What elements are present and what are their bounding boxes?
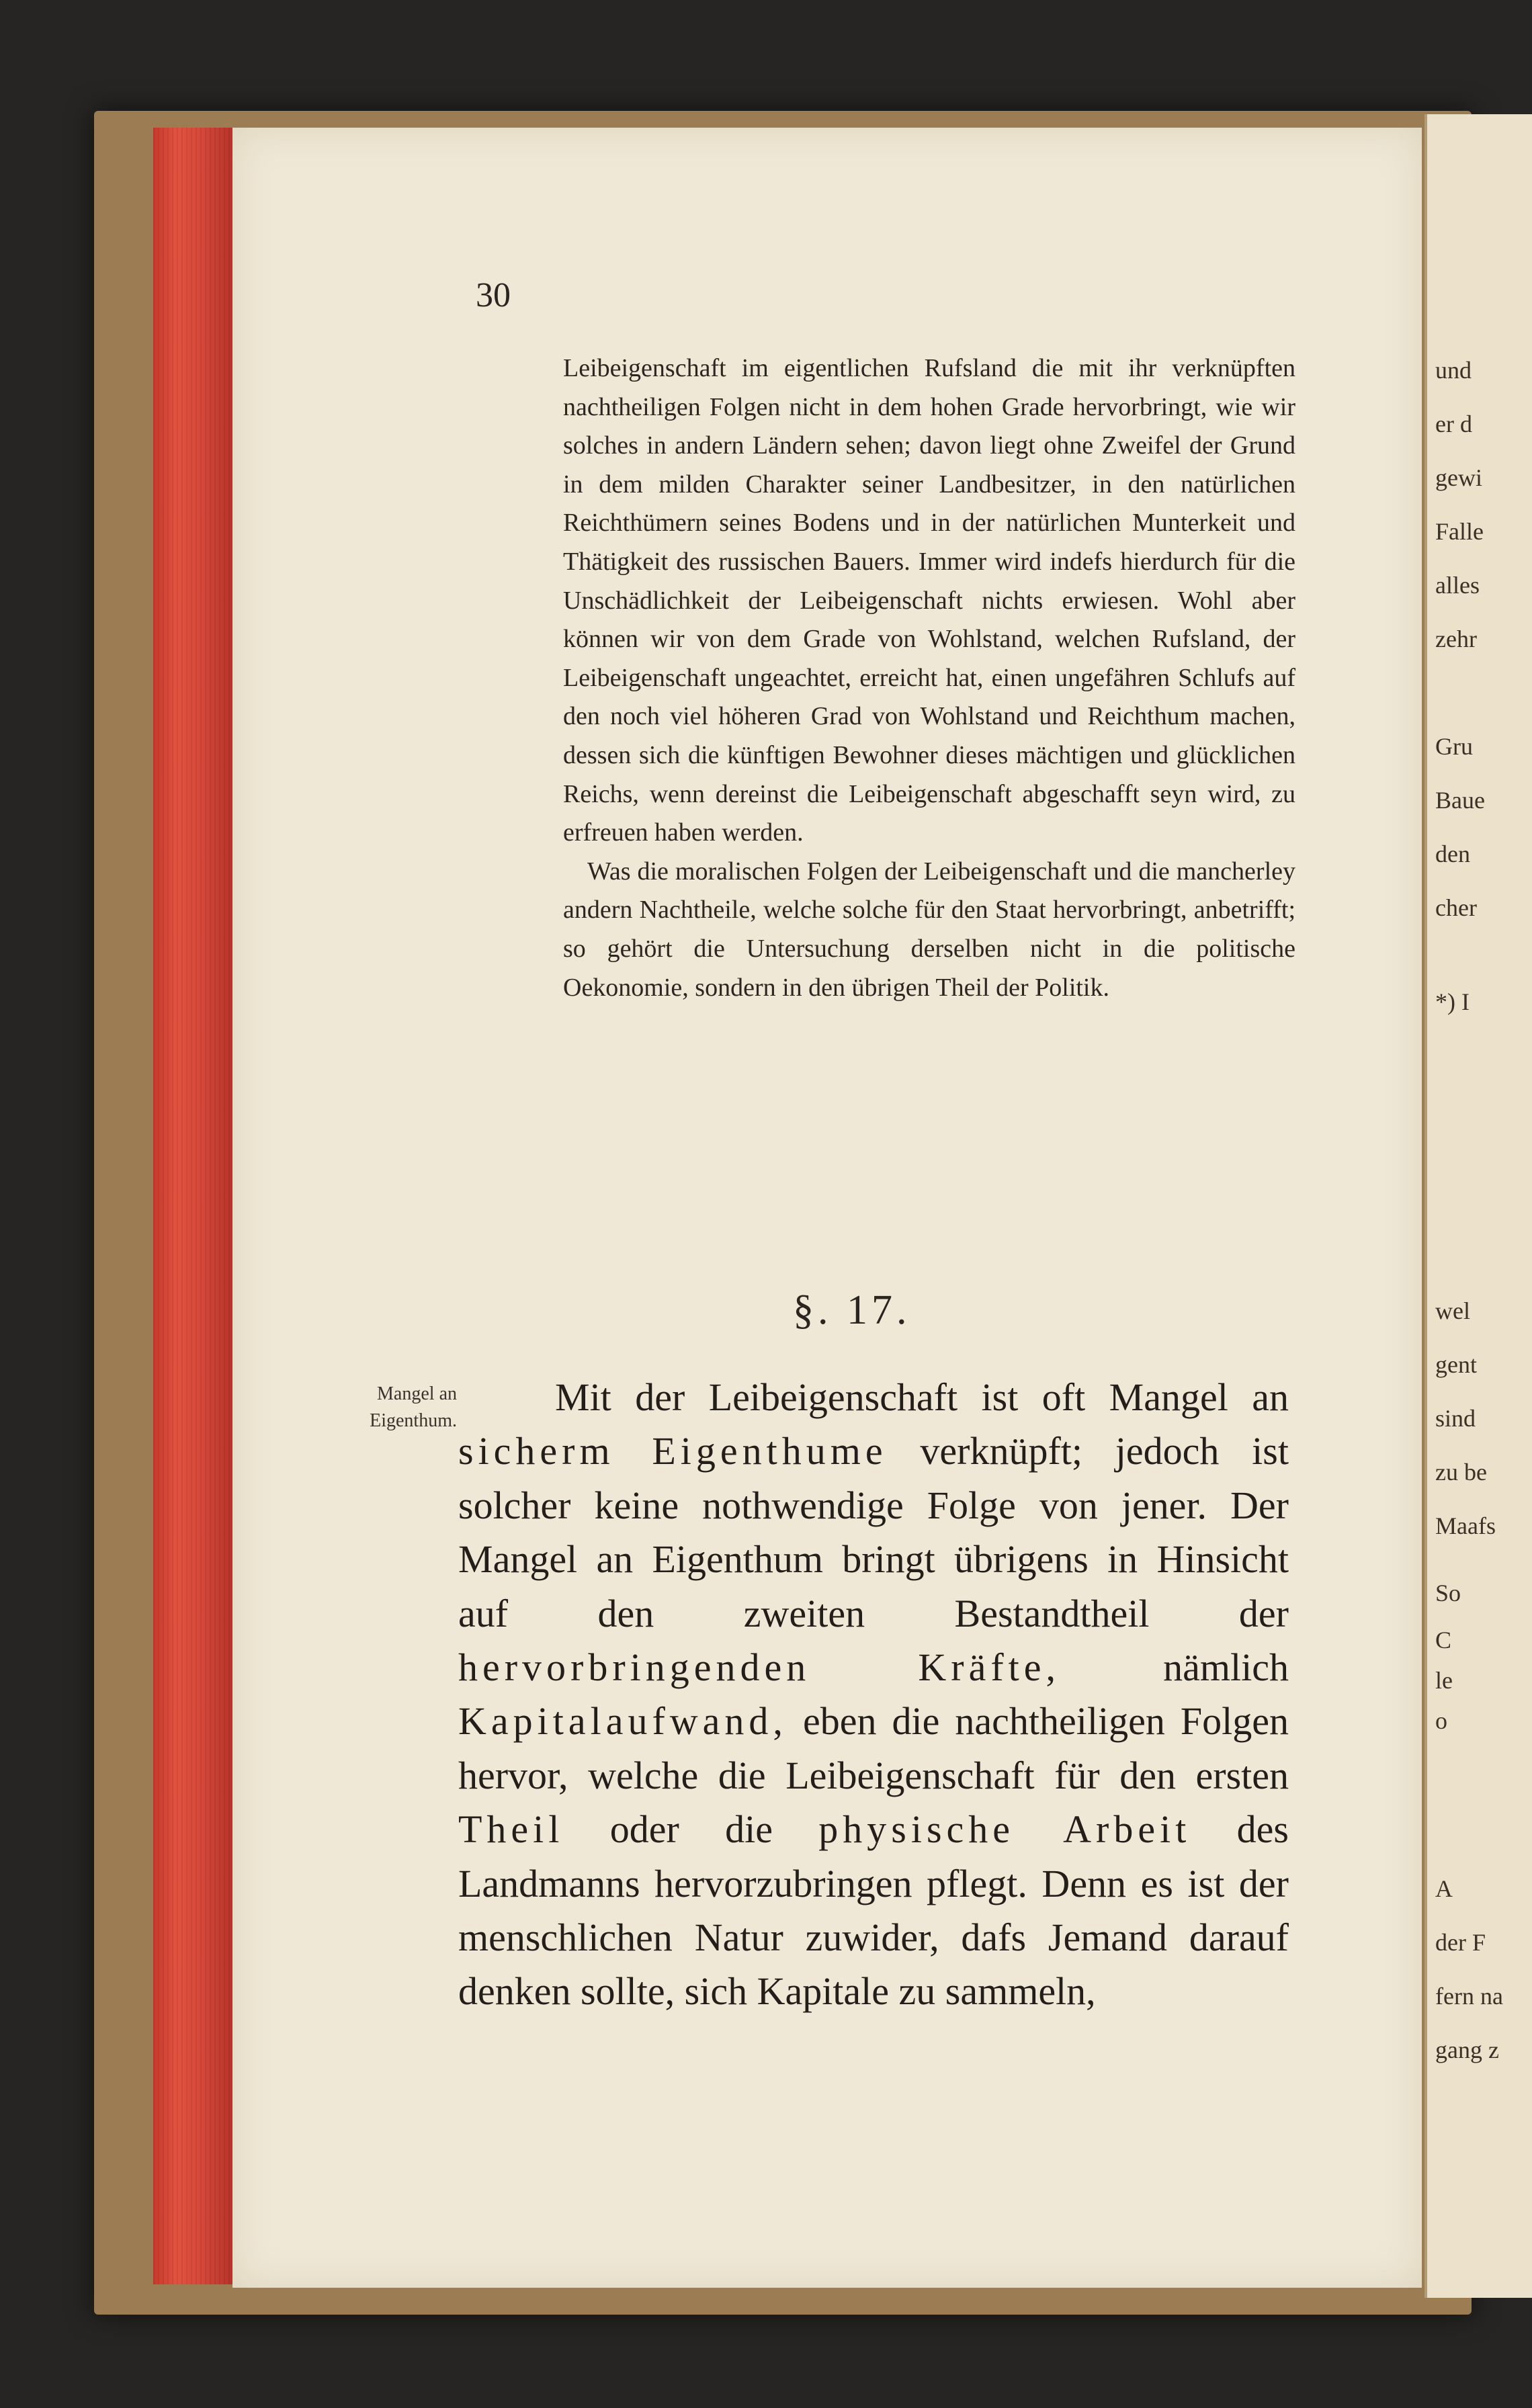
emphasized-text: physische Arbeit: [818, 1807, 1191, 1852]
text-run: oder die: [564, 1807, 819, 1852]
next-page-fragment: zu be: [1435, 1459, 1487, 1486]
text-run: verknüpft; jedoch ist solcher keine nothwendige Folge von jener. Der Mangel an Eigenthum bringt übrigens in Hinsicht auf den zweiten Bestandtheil der: [458, 1429, 1289, 1635]
next-page-fragment: gewi: [1435, 464, 1482, 491]
next-page-fragment: sind: [1435, 1405, 1476, 1432]
text-run: eben die nachtheiligen Folgen hervor, welche die Leibeigenschaft für den ersten: [458, 1699, 1289, 1797]
red-page-edge: [153, 128, 232, 2284]
next-page-fragment: Baue: [1435, 787, 1485, 814]
paragraph: Was die moralischen Folgen der Leibeigenschaft und die mancherley andern Nachtheile, welche solche für den Staat hervorbringt, anbetrifft; so gehört die Untersuchung derselben nicht in die politische Oekonomie, sondern in den übrigen Theil der Politik.: [563, 857, 1295, 1002]
next-page-fragment: Falle: [1435, 518, 1484, 545]
text-block-upper: [563, 349, 1295, 1007]
next-page-fragment: Maafs: [1435, 1512, 1496, 1539]
next-page-fragment: und: [1435, 357, 1472, 384]
next-page-fragment: *) I: [1435, 988, 1470, 1015]
next-page-fragment: wel: [1435, 1297, 1470, 1324]
emphasized-text: Theil: [458, 1807, 564, 1852]
next-page-fragment: cher: [1435, 894, 1477, 921]
margin-note: Mangel an Eigenthum.: [370, 1383, 457, 1431]
next-page-edge: [1424, 114, 1532, 2298]
next-page-fragment: o: [1435, 1707, 1447, 1734]
text-run: nämlich: [1060, 1645, 1289, 1690]
text-run: des Landmanns hervorzubringen pflegt. Denn es ist der menschlichen Natur zuwider, dafs Jemand darauf denken sollte, sich Kapitale zu sammeln,: [458, 1807, 1289, 2014]
next-page-fragment: den: [1435, 841, 1470, 867]
next-page-fragment: er d: [1435, 411, 1472, 437]
next-page-fragment: gent: [1435, 1351, 1477, 1378]
section-heading: §. 17.: [793, 1287, 911, 1333]
emphasized-text: Kapitalaufwand,: [458, 1699, 788, 1744]
paragraph: Leibeigenschaft im eigentlichen Rufsland die mit ihr verknüpften nachtheiligen Folgen nicht in dem hohen Grade hervorbringt, wie wir solches in andern Ländern sehen; davon liegt ohne Zweifel der Grund in dem milden Charakter seiner Landbesitzer, in den natürlichen Reichthümern seines Bodens und in der natürlichen Munterkeit und Thätigkeit des russischen Bauers. Immer wird indefs hierdurch für die Unschädlichkeit der Leibeigenschaft nichts erwiesen. Wohl aber können wir von dem Grade von Wohlstand, welchen Rufsland, der Leibeigenschaft ungeachtet, erreicht hat, einen ungefähren Schlufs auf den noch viel höheren Grad von Wohlstand und Reichthum machen, dessen sich die künftigen Bewohner dieses mächtigen und glücklichen Reichs, wenn dereinst die Leibeigenschaft abgeschafft seyn wird, zu erfreuen haben werden.: [563, 354, 1295, 847]
text-run: Mit der Leibeigenschaft ist oft Mangel an: [555, 1375, 1289, 1419]
emphasized-text: hervorbringenden Kräfte,: [458, 1645, 1061, 1690]
next-page-fragment: zehr: [1435, 626, 1477, 652]
next-page-fragment: der F: [1435, 1929, 1486, 1956]
section-paragraph: [458, 1371, 1289, 2019]
text-block-section: [458, 1371, 1289, 2019]
page-number: 30: [476, 276, 511, 314]
next-page-fragment: fern na: [1435, 1983, 1503, 2010]
next-page-fragment: le: [1435, 1667, 1453, 1694]
next-page-fragment: A: [1435, 1875, 1453, 1902]
emphasized-text: sicherm Eigenthume: [458, 1429, 888, 1473]
next-page-fragment: gang z: [1435, 2036, 1499, 2063]
next-page-fragment: alles: [1435, 572, 1480, 599]
next-page-fragment: C: [1435, 1627, 1452, 1653]
next-page-fragment: So: [1435, 1580, 1461, 1606]
next-page-fragment: Gru: [1435, 733, 1473, 760]
